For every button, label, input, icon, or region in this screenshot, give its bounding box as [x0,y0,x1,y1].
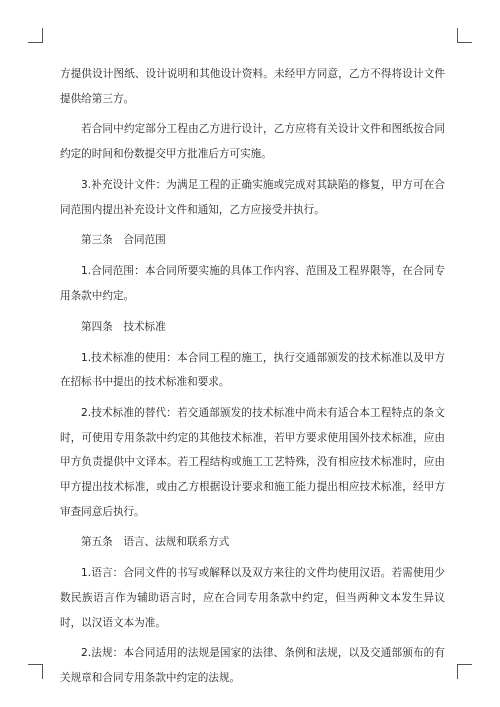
paragraph-standard-substitution: 2.技术标准的替代：若交通部颁发的技术标准中尚未有适合本工程特点的条文时，可使用专用条款中约定的其他技术标准，若甲方要求使用国外技术标准，应由甲方负责提供中文译本。若工程结构或施工工艺特殊，没有相应技术标准时，应由甲方提出技术标准，或由乙方根据设计要求和施工能力提出相应技术标准，经甲方审查同意后执行。 [60,407,445,518]
crop-mark-top-left [28,28,43,43]
paragraph-language: 1.语言：合同文件的书写或解释以及双方来往的文件均使用汉语。若需使用少数民族语言作为辅助语言时，应在合同专用条款中约定，但当两种文本发生异议时，以汉语文本为准。 [60,567,445,629]
paragraph-contract-scope: 1.合同范围：本合同所要实施的具体工作内容、范围及工程界限等，在合同专用条款中约定。 [60,265,445,302]
paragraph-regulations: 2.法规：本合同适用的法规是国家的法律、条例和法规，以及交通部颁布的有关规章和合同专用条款中约定的法规。 [60,647,445,685]
paragraph-contractor-design: 若合同中约定部分工程由乙方进行设计，乙方应将有关设计文件和图纸按合同约定的时间和份数提交甲方批准后方可实施。 [60,123,445,161]
document-body [60,62,445,697]
heading-article-4: 第四条 技术标准 [81,320,166,333]
crop-mark-top-right [457,28,472,43]
paragraph-standard-usage: 1.技术标准的使用：本合同工程的施工，执行交通部颁发的技术标准以及甲方在招标书中提出的技术标准和要求。 [60,351,445,389]
heading-article-3: 第三条 合同范围 [81,234,166,247]
paragraph-supplementary-design: 3.补充设计文件：为满足工程的正确实施或完成对其缺陷的修复，甲方可在合同范围内提出补充设计文件和通知，乙方应接受并执行。 [60,178,445,216]
paragraph-design-docs-continued: 方提供设计图纸、设计说明和其他设计资料。未经甲方同意，乙方不得将设计文件提供给第三方。 [60,68,445,105]
heading-article-5: 第五条 语言、法规和联系方式 [81,536,230,549]
crop-mark-bottom-right [457,664,472,679]
crop-mark-bottom-left [28,664,43,679]
